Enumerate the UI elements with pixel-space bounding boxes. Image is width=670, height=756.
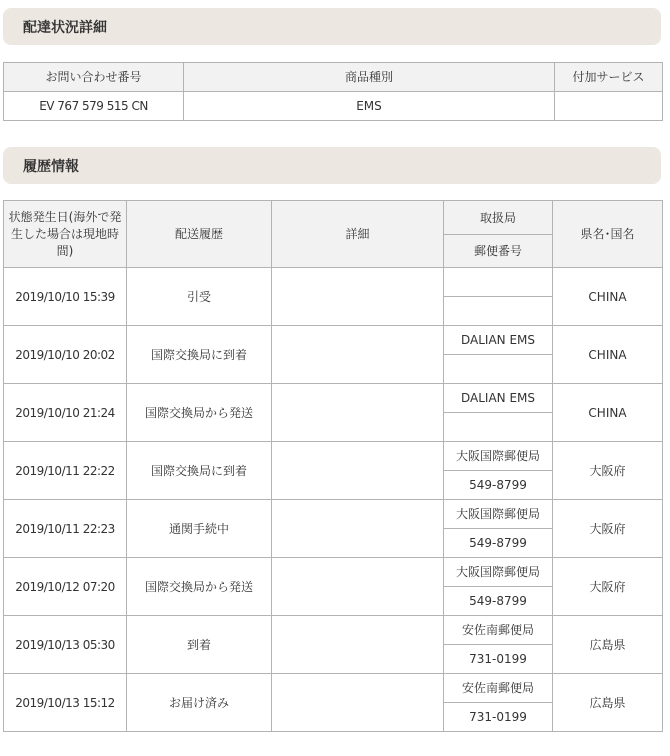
additional-service bbox=[555, 92, 663, 121]
history-office: 大阪国際郵便局 bbox=[444, 558, 553, 587]
history-region: 広島県 bbox=[553, 674, 663, 732]
history-date: 2019/10/11 22:22 bbox=[4, 442, 127, 500]
history-row bbox=[4, 674, 663, 703]
detail-header: 詳細 bbox=[272, 201, 444, 268]
history-postal: 731-0199 bbox=[444, 645, 553, 674]
history-detail bbox=[272, 326, 444, 384]
history-detail bbox=[272, 384, 444, 442]
history-region: CHINA bbox=[553, 268, 663, 326]
history-title: 履歴情報 bbox=[23, 158, 79, 175]
history-date: 2019/10/10 20:02 bbox=[4, 326, 127, 384]
history-row bbox=[4, 326, 663, 355]
history-date: 2019/10/13 05:30 bbox=[4, 616, 127, 674]
history-status: お届け済み bbox=[127, 674, 272, 732]
history-row bbox=[4, 442, 663, 471]
delivery-details-table bbox=[3, 62, 663, 121]
history-office: DALIAN EMS bbox=[444, 326, 553, 355]
history-postal: 549-8799 bbox=[444, 529, 553, 558]
history-detail bbox=[272, 500, 444, 558]
delivery-details-title: 配達状況詳細 bbox=[23, 19, 107, 36]
history-status: 通関手続中 bbox=[127, 500, 272, 558]
history-date: 2019/10/12 07:20 bbox=[4, 558, 127, 616]
office-header: 取扱局 bbox=[444, 201, 553, 235]
history-region: CHINA bbox=[553, 384, 663, 442]
history-date: 2019/10/10 15:39 bbox=[4, 268, 127, 326]
history-date: 2019/10/13 15:12 bbox=[4, 674, 127, 732]
history-postal: 549-8799 bbox=[444, 587, 553, 616]
history-region: 大阪府 bbox=[553, 500, 663, 558]
history-region: 広島県 bbox=[553, 616, 663, 674]
history-status: 国際交換局から発送 bbox=[127, 384, 272, 442]
history-status: 国際交換局に到着 bbox=[127, 442, 272, 500]
history-office: 大阪国際郵便局 bbox=[444, 442, 553, 471]
history-office: DALIAN EMS bbox=[444, 384, 553, 413]
history-detail bbox=[272, 268, 444, 326]
history-row bbox=[4, 616, 663, 645]
region-header: 県名･国名 bbox=[553, 201, 663, 268]
history-postal bbox=[444, 413, 553, 442]
inquiry-number-header: お問い合わせ番号 bbox=[4, 63, 184, 92]
history-office: 大阪国際郵便局 bbox=[444, 500, 553, 529]
inquiry-number: EV 767 579 515 CN bbox=[4, 92, 184, 121]
history-status: 引受 bbox=[127, 268, 272, 326]
history-office bbox=[444, 268, 553, 297]
status-header: 配送履歴 bbox=[127, 201, 272, 268]
history-region: 大阪府 bbox=[553, 558, 663, 616]
history-row bbox=[4, 500, 663, 529]
history-row bbox=[4, 268, 663, 297]
history-postal: 731-0199 bbox=[444, 703, 553, 732]
history-detail bbox=[272, 616, 444, 674]
history-region: CHINA bbox=[553, 326, 663, 384]
history-office: 安佐南郵便局 bbox=[444, 674, 553, 703]
history-status: 国際交換局に到着 bbox=[127, 326, 272, 384]
history-office: 安佐南郵便局 bbox=[444, 616, 553, 645]
history-row bbox=[4, 384, 663, 413]
history-detail bbox=[272, 558, 444, 616]
delivery-details-header-row bbox=[4, 63, 663, 92]
delivery-details-header bbox=[3, 8, 661, 45]
history-header bbox=[3, 147, 661, 184]
date-header: 状態発生日(海外で発生した場合は現地時間) bbox=[4, 201, 127, 268]
history-table bbox=[3, 200, 663, 732]
history-status: 到着 bbox=[127, 616, 272, 674]
history-detail bbox=[272, 674, 444, 732]
history-header-row bbox=[4, 201, 663, 235]
history-postal: 549-8799 bbox=[444, 471, 553, 500]
history-detail bbox=[272, 442, 444, 500]
history-date: 2019/10/10 21:24 bbox=[4, 384, 127, 442]
additional-service-header: 付加サービス bbox=[555, 63, 663, 92]
product-type-header: 商品種別 bbox=[184, 63, 555, 92]
history-region: 大阪府 bbox=[553, 442, 663, 500]
history-status: 国際交換局から発送 bbox=[127, 558, 272, 616]
history-postal bbox=[444, 297, 553, 326]
postal-header: 郵便番号 bbox=[444, 235, 553, 268]
product-type: EMS bbox=[184, 92, 555, 121]
history-date: 2019/10/11 22:23 bbox=[4, 500, 127, 558]
history-postal bbox=[444, 355, 553, 384]
history-row bbox=[4, 558, 663, 587]
delivery-details-row bbox=[4, 92, 663, 121]
